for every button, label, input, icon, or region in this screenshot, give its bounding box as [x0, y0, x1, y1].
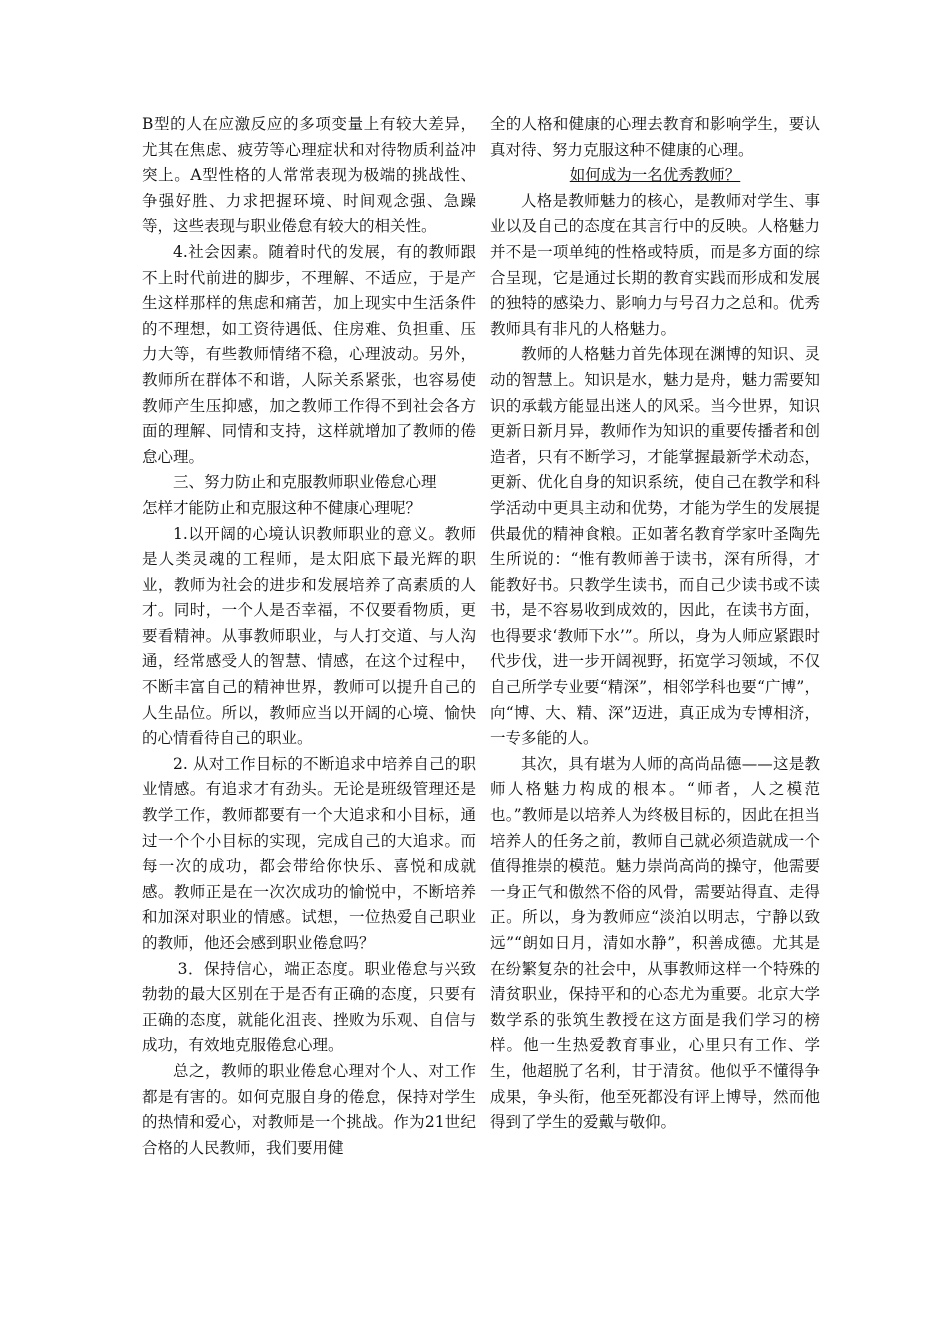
paragraph: 其次，具有堪为人师的高尚品德——这是教师人格魅力构成的根本。“师者，人之模范也。”教师是以培养人为终极目标的，因此在担当培养人的任务之前，教师自己就必须造就成一个值得推崇的模范。魅力崇尚高尚的操守，他需要一身正气和傲然不俗的风骨，需要站得直、走得正。所以，身为教师应“淡泊以明志，宁静以致远”“朗如日月，清如水静”，积善成德。尤其是在纷繁复杂的社会中，从事教师这样一个特殊的清贫职业，保持平和的心态尤为重要。北京大学数学系的张筑生教授在这方面是我们学习的榜样。他一生热爱教育事业，心里只有工作、学生，他超脱了名利，甘于清贫。他似乎不懂得争成果，争头衔，他至死都没有评上博导，然而他得到了学生的爱戴与敬仰。: [490, 754, 820, 1132]
left-column: [142, 112, 476, 1161]
paragraph: 全的人格和健康的心理去教育和影响学生，要认真对待、努力克服这种不健康的心理。: [490, 115, 820, 159]
right-column: [490, 112, 820, 1136]
paragraph: 人格是教师魅力的核心，是教师对学生、事业以及自己的态度在其言行中的反映。人格魅力并不是一项单纯的性格或特质，而是多方面的综合呈现，它是通过长期的教育实践而形成和发展的独特的感染力、影响力与号召力之总和。优秀教师具有非凡的人格魅力。: [490, 191, 820, 338]
section-heading: 三、努力防止和克服教师职业倦怠心理: [173, 473, 437, 492]
paragraph: 怎样才能防止和克服这种不健康心理呢？: [142, 498, 422, 517]
paragraph: 教师的人格魅力首先体现在渊博的知识、灵动的智慧上。知识是水，魅力是舟，魅力需要知识的承载方能显出迷人的风采。当今世界，知识更新日新月异，教师作为知识的重要传播者和创造者，只有不断学习，才能掌握最新学术动态，更新、优化自身的知识系统，使自己在教学和科学活动中更具主动和优势，才能为学生的发展提供最优的精神食粮。正如著名教育学家叶圣陶先生所说的：“惟有教师善于读书，深有所得，才能教好书。只教学生读书，而自己少读书或不读书，是不容易收到成效的，因此，在读书方面，也得要求‘教师下水’”。所以，身为人师应紧跟时代步伐，进一步开阔视野，拓宽学习领域，不仅自己所学专业要“精深”，相邻学科也要“广博”，向“博、大、精、深”迈进，真正成为专博相济，一专多能的人。: [490, 345, 820, 748]
paragraph: 总之，教师的职业倦怠心理对个人、对工作都是有害的。如何克服自身的倦怠，保持对学生的热情和爱心，对教师是一个挑战。作为21世纪合格的人民教师，我们要用健: [142, 1061, 476, 1157]
paragraph: 3．保持信心，端正态度。职业倦怠与兴致勃勃的最大区别在于是否有正确的态度，只要有正确的态度，就能化沮丧、挫败为乐观、自信与成功，有效地克服倦怠心理。: [142, 959, 476, 1055]
article-title: 如何成为一名优秀教师？: [569, 166, 741, 185]
paragraph: 1.以开阔的心境认识教师职业的意义。教师是人类灵魂的工程师，是太阳底下最光辉的职业，教师为社会的进步和发展培养了高素质的人才。同时，一个人是否幸福，不仅要看物质，更要看精神。从事教师职业，与人打交道、与人沟通，经常感受人的智慧、情感，在这个过程中，不断丰富自己的精神世界，教师可以提升自己的人生品位。所以，教师应当以开阔的心境、愉快的心情看待自己的职业。: [142, 524, 476, 748]
paragraph: 4.社会因素。随着时代的发展，有的教师跟不上时代前进的脚步，不理解、不适应，于是产生这样那样的焦虑和痛苦，加上现实中生活条件的不理想，如工资待遇低、住房难、负担重、压力大等，有些教师情绪不稳，心理波动。另外，教师所在群体不和谐，人际关系紧张，也容易使教师产生压抑感，加之教师工作得不到社会各方面的理解、同情和支持，这样就增加了教师的倦怠心理。: [142, 242, 476, 466]
paragraph: 2. 从对工作目标的不断追求中培养自己的职业情感。有追求才有劲头。无论是班级管理还是教学工作，教师都要有一个大追求和小目标，通过一个个小目标的实现，完成自己的大追求。而每一次的成功，都会带给你快乐、喜悦和成就感。教师正是在一次次成功的愉悦中，不断培养和加深对职业的情感。试想，一位热爱自己职业的教师，他还会感到职业倦怠吗？: [142, 754, 476, 952]
paragraph: B型的人在应激反应的多项变量上有较大差异，尤其在焦虑、疲劳等心理症状和对待物质利益冲突上。A型性格的人常常表现为极端的挑战性、争强好胜、力求把握环境、时间观念强、急躁等，这些表现与职业倦怠有较大的相关性。: [142, 115, 476, 236]
